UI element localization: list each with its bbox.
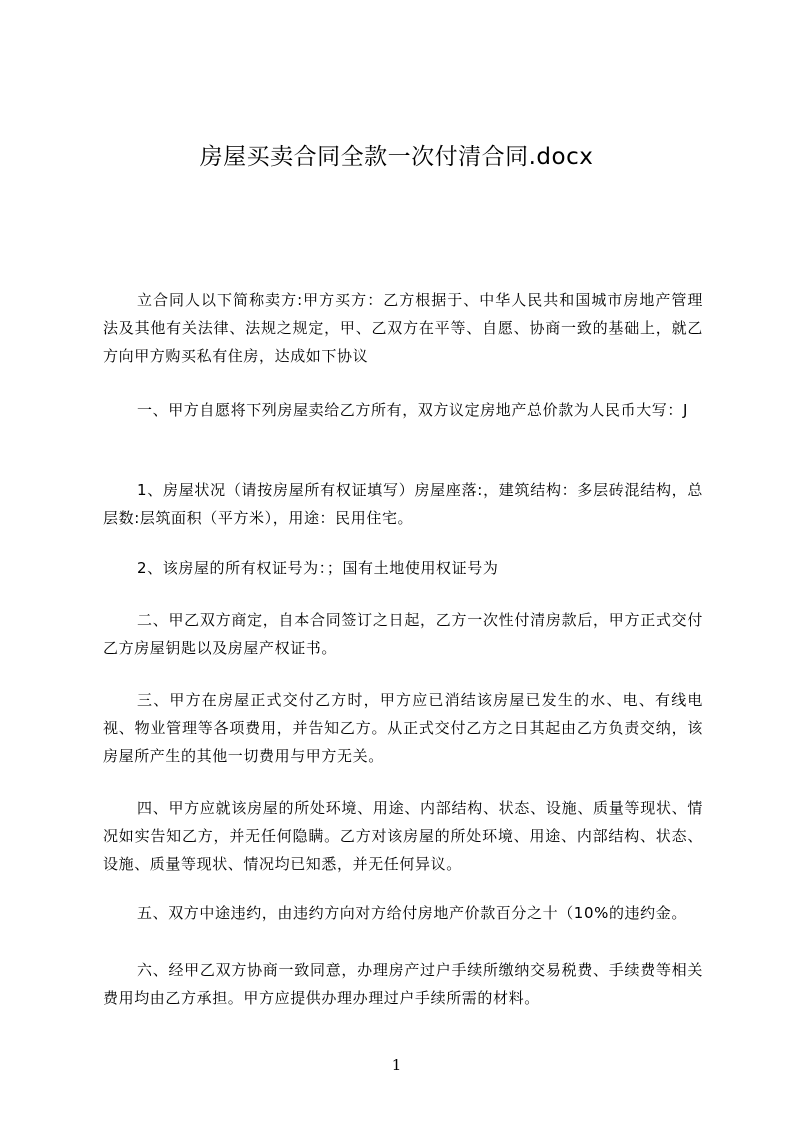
- paragraph-preamble: 立合同人以下简称卖方:甲方买方：乙方根据于、中华人民共和国城市房地产管理法及其他有关法律、法规之规定，甲、乙双方在平等、自愿、协商一致的基础上，就乙方向甲方购买私有住房，达成如下协议: [103, 291, 703, 365]
- page-number: 1: [391, 1056, 402, 1074]
- document-title: 房屋买卖合同全款一次付清合同.docx: [199, 144, 594, 170]
- paragraph-clause-4: 四、甲方应就该房屋的所处环境、用途、内部结构、状态、设施、质量等现状、情况如实告知乙方，并无任何隐瞒。乙方对该房屋的所处环境、用途、内部结构、状态、设施、质量等现状、情况均已知悉，并无任何异议。: [103, 799, 703, 873]
- paragraph-clause-3: 三、甲方在房屋正式交付乙方时，甲方应已消结该房屋已发生的水、电、有线电视、物业管理等各项费用，并告知乙方。从正式交付乙方之日其起由乙方负责交纳，该房屋所产生的其他一切费用与甲方无关。: [103, 691, 703, 765]
- paragraph-clause-1: 一、甲方自愿将下列房屋卖给乙方所有，双方议定房地产总价款为人民币大写：J: [137, 401, 689, 419]
- paragraph-clause-6: 六、经甲乙双方协商一致同意，办理房产过户手续所缴纳交易税费、手续费等相关费用均由乙方承担。甲方应提供办理办理过户手续所需的材料。: [103, 961, 703, 1007]
- paragraph-clause-1-item-2: 2、该房屋的所有权证号为：；国有土地使用权证号为: [137, 559, 499, 577]
- paragraph-clause-5: 五、双方中途违约，由违约方向对方给付房地产价款百分之十（10%的违约金。: [137, 904, 687, 922]
- paragraph-clause-1-item-1: 1、房屋状况（请按房屋所有权证填写）房屋座落:，建筑结构：多层砖混结构，总层数:层筑面积（平方米），用途：民用住宅。: [103, 481, 703, 527]
- paragraph-clause-2: 二、甲乙双方商定，自本合同签订之日起，乙方一次性付清房款后，甲方正式交付乙方房屋钥匙以及房屋产权证书。: [103, 611, 703, 657]
